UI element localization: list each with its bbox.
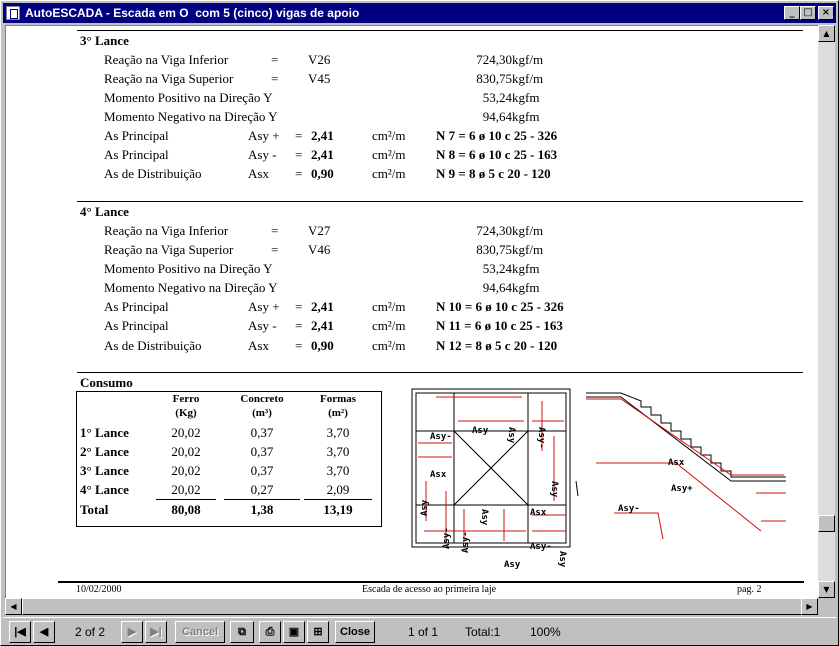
- label-asy: Asy: [506, 427, 516, 444]
- header-ferro-unit: (Kg): [175, 407, 197, 419]
- sum-line: [304, 499, 372, 500]
- lance3-as-n: N 7 = 6 ø 10 c 25 - 326: [436, 128, 558, 143]
- consumo-concreto: 0,37: [250, 425, 274, 440]
- footer-date: 10/02/2000: [76, 584, 122, 595]
- lance4-as-eq: =: [295, 338, 303, 353]
- close-window-button[interactable]: ×: [818, 6, 834, 20]
- lance4-as-val: 2,41: [311, 299, 334, 314]
- total-ferro: 80,08: [171, 502, 201, 517]
- lance4-as-sym: Asy -: [248, 318, 277, 333]
- lance3-row-var: V45: [308, 71, 331, 86]
- sum-line: [156, 499, 216, 500]
- lance4-as-unit: cm²/m: [372, 338, 406, 353]
- next-page-icon[interactable]: ▶: [121, 621, 143, 643]
- report-page: [5, 25, 818, 598]
- lance4-row-label: Momento Positivo na Direção Y: [104, 261, 273, 276]
- export-icon[interactable]: ▣: [283, 621, 305, 643]
- lance4-as-label: As Principal: [104, 318, 169, 333]
- lance3-row-label: Momento Positivo na Direção Y: [104, 90, 273, 105]
- consumo-row-label: 1° Lance: [80, 425, 129, 440]
- reinforcement-drawing: [406, 381, 806, 570]
- lance4-row-var: V27: [308, 223, 331, 238]
- lance3-as-eq: =: [295, 166, 303, 181]
- lance3-as-sym: Asy +: [248, 128, 280, 143]
- title-bar[interactable]: [3, 3, 836, 23]
- app-icon[interactable]: [6, 6, 20, 20]
- lance3-as-label: As de Distribuição: [104, 166, 202, 181]
- lance4-row-value: 830,75: [476, 242, 512, 257]
- lance4-row-unit: kgfm: [512, 280, 540, 295]
- lance4-row-eq: =: [271, 242, 279, 257]
- consumo-ferro: 20,02: [171, 482, 201, 497]
- first-page-icon[interactable]: |◀: [9, 621, 31, 643]
- consumo-ferro: 20,02: [171, 444, 201, 459]
- lance3-row-value: 94,64: [482, 109, 512, 124]
- label-asy: Asy: [420, 499, 430, 516]
- lance3-row-eq: =: [271, 52, 279, 67]
- lance3-as-val: 2,41: [311, 147, 334, 162]
- lance4-title: 4° Lance: [80, 204, 129, 219]
- footer-description: Escada de acesso ao primeira laje: [362, 584, 497, 595]
- scroll-left-icon[interactable]: ◀: [5, 598, 22, 615]
- lance3-as-sym: Asy -: [248, 147, 277, 162]
- lance4-as-n: N 10 = 6 ø 10 c 25 - 326: [436, 299, 564, 314]
- lance3-row-label: Reação na Viga Inferior: [104, 52, 229, 67]
- lance4-row-eq: =: [271, 223, 279, 238]
- lance3-row-unit: kgf/m: [512, 71, 544, 86]
- total-formas: 13,19: [323, 502, 353, 517]
- lance4-row-value: 724,30: [476, 223, 512, 238]
- lance3-row-unit: kgfm: [512, 90, 540, 105]
- lance4-row-label: Momento Negativo na Direção Y: [104, 280, 278, 295]
- consumo-concreto: 0,27: [250, 482, 274, 497]
- lance4-row-unit: kgf/m: [512, 242, 544, 257]
- label-asy-minus: Asy-: [536, 427, 546, 449]
- consumo-row-label: 3° Lance: [80, 463, 129, 478]
- horizontal-scrollbar[interactable]: [5, 598, 818, 615]
- total-concreto: 1,38: [250, 502, 274, 517]
- plan-view: [412, 389, 570, 547]
- consumo-formas: 2,09: [326, 482, 350, 497]
- lance4-row-value: 53,24: [482, 261, 512, 276]
- section-rebars: [586, 399, 786, 539]
- scroll-down-icon[interactable]: ▼: [818, 581, 835, 598]
- lance4-row-label: Reação na Viga Inferior: [104, 223, 229, 238]
- lance4-as-sym: Asx: [248, 338, 269, 353]
- label-asx: Asx: [530, 508, 547, 518]
- consumo-concreto: 0,37: [250, 444, 274, 459]
- page-indicator: 2 of 2: [75, 625, 106, 639]
- lance3-as-n: N 9 = 8 ø 5 c 20 - 120: [436, 166, 551, 181]
- divider: [77, 372, 803, 373]
- lance3-as-val: 2,41: [311, 128, 334, 143]
- consumo-title: Consumo: [80, 375, 133, 390]
- lance3-row-unit: kgf/m: [512, 52, 544, 67]
- zoom-icon[interactable]: ⊞: [307, 621, 329, 643]
- plan-labels: [420, 426, 567, 570]
- label-asy: Asy: [504, 560, 521, 570]
- consumo-ferro: 20,02: [171, 463, 201, 478]
- label-section-asy-minus: Asy-: [618, 504, 640, 514]
- label-asx: Asx: [430, 470, 447, 480]
- lance4-as-eq: =: [295, 318, 303, 333]
- lance3-as-unit: cm²/m: [372, 166, 406, 181]
- horizontal-scroll-thumb[interactable]: [22, 598, 802, 615]
- divider: [77, 201, 803, 202]
- close-button[interactable]: Close: [335, 621, 375, 643]
- lance4-row-label: Reação na Viga Superior: [104, 242, 234, 257]
- lance4-row-var: V46: [308, 242, 331, 257]
- label-asy-minus: Asy-: [442, 527, 452, 549]
- consumo-formas: 3,70: [326, 444, 350, 459]
- lance4-as-sym: Asy +: [248, 299, 280, 314]
- lance3-row-label: Momento Negativo na Direção Y: [104, 109, 278, 124]
- lance3-row-eq: =: [271, 71, 279, 86]
- lance4-as-n: N 11 = 6 ø 10 c 25 - 163: [436, 318, 563, 333]
- copy-icon[interactable]: ⧉: [230, 621, 254, 643]
- lance3-as-label: As Principal: [104, 147, 169, 162]
- pages-count: 1 of 1: [408, 625, 439, 639]
- header-formas-unit: (m²): [328, 407, 348, 419]
- header-concreto-unit: (m³): [252, 407, 272, 419]
- label-asy-minus: Asy-: [430, 432, 452, 442]
- lance3-as-eq: =: [295, 128, 303, 143]
- lance4-as-eq: =: [295, 299, 303, 314]
- footer-divider: [58, 581, 804, 583]
- lance3-as-val: 0,90: [311, 166, 334, 181]
- lance3-row-value: 724,30: [476, 52, 512, 67]
- section-view: [576, 393, 786, 496]
- lance4-row-unit: kgfm: [512, 261, 540, 276]
- label-section-asx: Asx: [668, 458, 685, 468]
- consumo-formas: 3,70: [326, 463, 350, 478]
- maximize-button[interactable]: □: [800, 6, 816, 20]
- header-ferro: Ferro: [172, 393, 200, 405]
- scroll-corner: [818, 598, 835, 615]
- lance4-row-value: 94,64: [482, 280, 512, 295]
- cancel-button[interactable]: Cancel: [175, 621, 225, 643]
- sum-line: [224, 499, 300, 500]
- lance4-as-val: 0,90: [311, 338, 334, 353]
- vertical-scrollbar[interactable]: [818, 25, 835, 598]
- lance3-as-unit: cm²/m: [372, 128, 406, 143]
- label-asy-minus: Asy-: [461, 531, 471, 553]
- consumo-total-label: Total: [80, 502, 109, 517]
- consumo-row-label: 2° Lance: [80, 444, 129, 459]
- label-section-asy-plus: Asy+: [671, 484, 693, 494]
- consumo-formas: 3,70: [326, 425, 350, 440]
- lance3-title: 3° Lance: [80, 33, 129, 48]
- header-formas: Formas: [319, 393, 357, 405]
- footer-page: pag. 2: [737, 584, 762, 595]
- zoom-level: 100%: [530, 625, 561, 639]
- label-asy-minus: Asy-: [530, 542, 552, 552]
- window-title: AutoESCADA - Escada em O com 5 (cinco) vigas de apoio: [25, 6, 360, 20]
- label-asy: Asy: [479, 509, 489, 526]
- scroll-up-icon[interactable]: ▲: [818, 25, 835, 42]
- lance4-row-unit: kgf/m: [512, 223, 544, 238]
- lance3-as-eq: =: [295, 147, 303, 162]
- lance4-as-label: As de Distribuição: [104, 338, 202, 353]
- lance3-row-value: 830,75: [476, 71, 512, 86]
- consumo-concreto: 0,37: [250, 463, 274, 478]
- lance3-row-unit: kgfm: [512, 109, 540, 124]
- prev-page-icon[interactable]: ◀: [33, 621, 55, 643]
- lance3-as-n: N 8 = 6 ø 10 c 25 - 163: [436, 147, 558, 162]
- lance4-as-unit: cm²/m: [372, 299, 406, 314]
- label-asy: Asy: [557, 551, 567, 568]
- lance3-row-var: V26: [308, 52, 331, 67]
- preview-toolbar: [3, 617, 836, 645]
- lance4-as-unit: cm²/m: [372, 318, 406, 333]
- last-page-icon[interactable]: ▶|: [145, 621, 167, 643]
- minimize-button[interactable]: _: [784, 6, 800, 20]
- lance3-row-label: Reação na Viga Superior: [104, 71, 234, 86]
- scroll-right-icon[interactable]: ▶: [801, 598, 818, 615]
- label-asy: Asy: [549, 481, 559, 498]
- header-concreto: Concreto: [240, 393, 284, 405]
- divider: [77, 30, 803, 31]
- print-icon[interactable]: ⎙: [259, 621, 281, 643]
- lance4-as-val: 2,41: [311, 318, 334, 333]
- lance3-as-sym: Asx: [248, 166, 269, 181]
- lance3-as-label: As Principal: [104, 128, 169, 143]
- lance4-as-label: As Principal: [104, 299, 169, 314]
- lance3-row-value: 53,24: [482, 90, 512, 105]
- lance4-as-n: N 12 = 8 ø 5 c 20 - 120: [436, 338, 558, 353]
- consumo-row-label: 4° Lance: [80, 482, 129, 497]
- label-asy: Asy: [472, 426, 489, 436]
- vertical-scroll-thumb[interactable]: [818, 515, 835, 532]
- lance3-as-unit: cm²/m: [372, 147, 406, 162]
- total-count: Total:1: [465, 625, 501, 639]
- consumo-ferro: 20,02: [171, 425, 201, 440]
